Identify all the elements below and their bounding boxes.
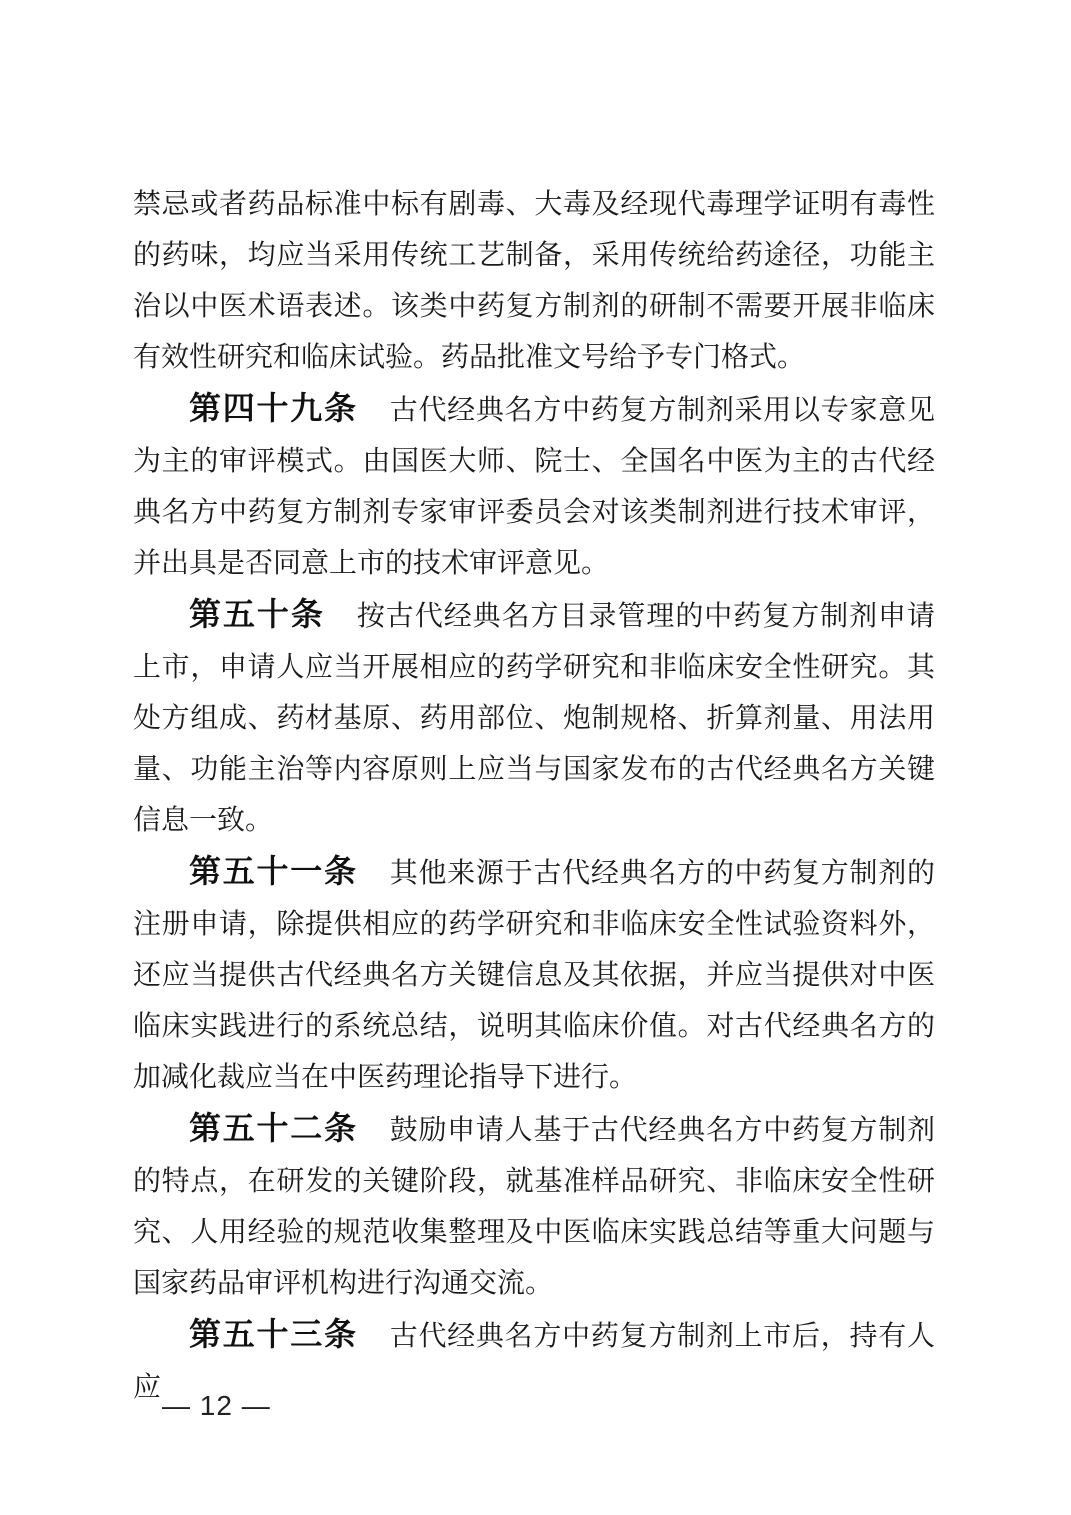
paragraph-text: 古代经典名方中药复方制剂上市后，持有人应	[133, 1321, 935, 1403]
paragraph-text: 按古代经典名方目录管理的中药复方制剂申请上市，申请人应当开展相应的药学研究和非临床安全性研究。其处方组成、药材基原、药用部位、炮制规格、折算剂量、用法用量、功能主治等内容原则上应当与国家发布的古代经典名方关键信息一致。	[133, 601, 935, 836]
paragraph-text: 鼓励申请人基于古代经典名方中药复方制剂的特点，在研发的关键阶段，就基准样品研究、非临床安全性研究、人用经验的规范收集整理及中医临床实践总结等重大问题与国家药品审评机构进行沟通交流。	[133, 1115, 935, 1299]
paragraph	[133, 1103, 935, 1309]
paragraph	[133, 179, 935, 383]
paragraph	[133, 846, 935, 1103]
paragraph	[133, 589, 935, 846]
article-number: 第四十九条	[189, 390, 358, 426]
document-content	[133, 179, 935, 1413]
paragraph	[133, 383, 935, 589]
paragraph-text: 古代经典名方中药复方制剂采用以专家意见为主的审评模式。由国医大师、院士、全国名中医为主的古代经典名方中药复方制剂专家审评委员会对该类制剂进行技术审评，并出具是否同意上市的技术审评意见。	[133, 395, 935, 579]
article-number: 第五十三条	[189, 1316, 358, 1352]
paragraph-text: 其他来源于古代经典名方的中药复方制剂的注册申请，除提供相应的药学研究和非临床安全性试验资料外，还应当提供古代经典名方关键信息及其依据，并应当提供对中医临床实践进行的系统总结，说明其临床价值。对古代经典名方的加减化裁应当在中医药理论指导下进行。	[133, 858, 935, 1093]
article-number: 第五十一条	[189, 853, 358, 889]
page-number: — 12 —	[162, 1390, 271, 1421]
article-number: 第五十条	[189, 596, 325, 632]
paragraph-text: 禁忌或者药品标准中标有剧毒、大毒及经现代毒理学证明有毒性的药味，均应当采用传统工艺制备，采用传统给药途径，功能主治以中医术语表述。该类中药复方制剂的研制不需要开展非临床有效性研究和临床试验。药品批准文号给予专门格式。	[133, 189, 935, 373]
article-number: 第五十二条	[189, 1110, 358, 1146]
